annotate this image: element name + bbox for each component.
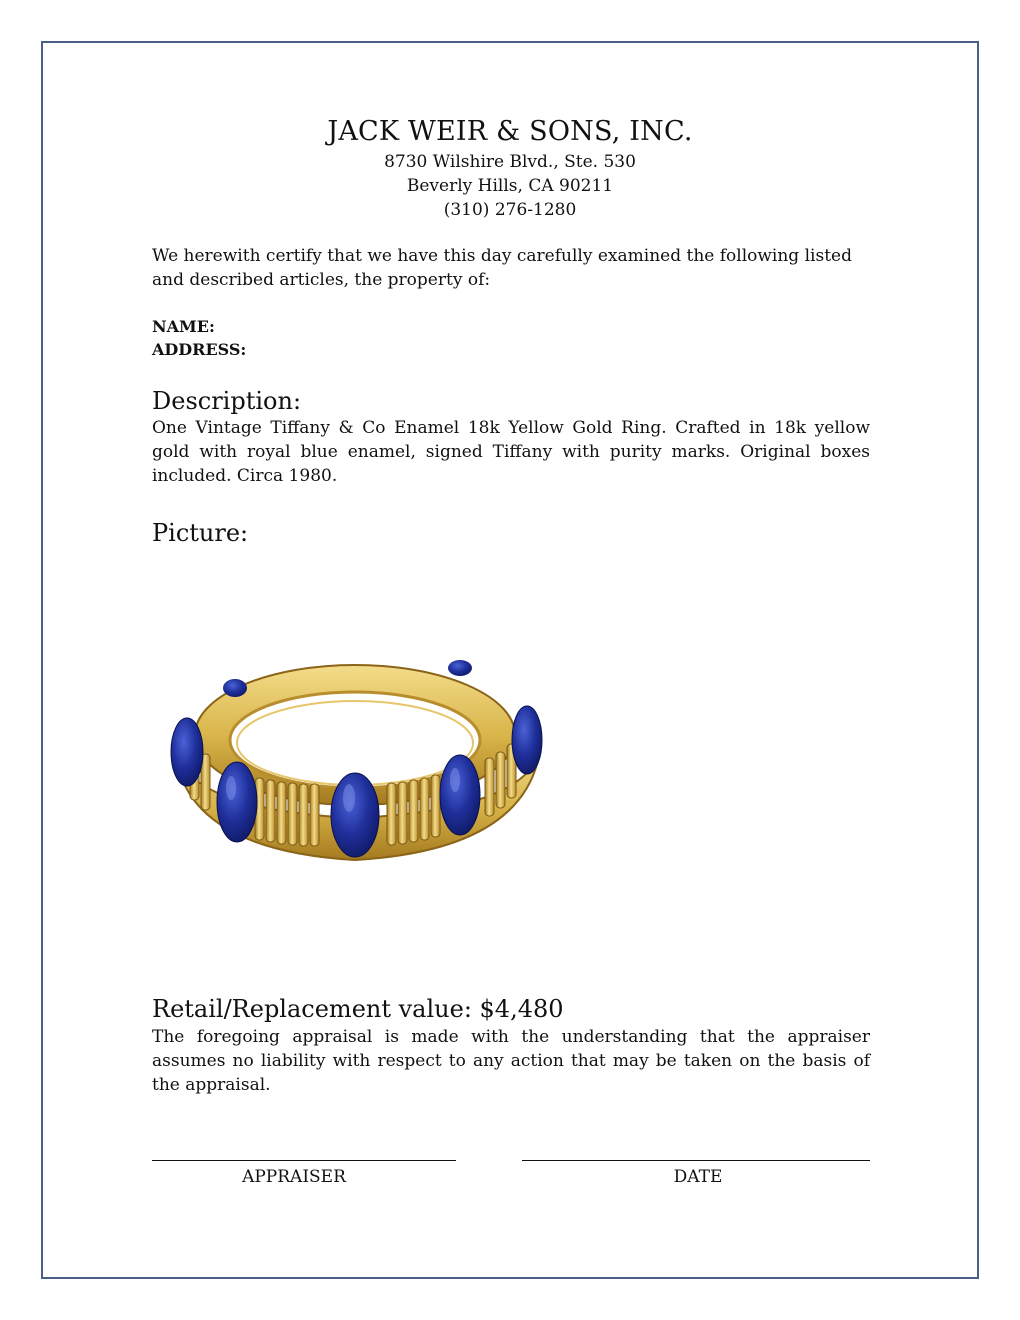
ring-illustration [165, 640, 550, 875]
company-address-line2: Beverly Hills, CA 90211 [406, 176, 614, 196]
appraiser-signature-line [152, 1160, 456, 1161]
date-signature-line [522, 1160, 870, 1161]
company-address-line1: 8730 Wilshire Blvd., Ste. 530 [384, 152, 636, 172]
ring-photo [165, 640, 550, 875]
description-body: One Vintage Tiffany & Co Enamel 18k Yellow Gold Ring. Crafted in 18k yellow gold with royal blue enamel, signed Tiffany with purity marks. Original boxes included. Circa 1980. [152, 418, 870, 486]
retail-value-title: Retail/Replacement value: $4,480 [152, 995, 564, 1023]
appraiser-label: APPRAISER [242, 1167, 346, 1187]
company-name: JACK WEIR & SONS, INC. [327, 116, 693, 147]
certification-intro: We herewith certify that we have this day carefully examined the following listed and described articles, the property of: [152, 246, 852, 290]
name-label: NAME: [152, 317, 215, 336]
address-label: ADDRESS: [152, 340, 247, 359]
date-label: DATE [673, 1167, 723, 1187]
appraisal-disclaimer: The foregoing appraisal is made with the understanding that the appraiser assumes no liability with respect to any action that may be taken on the basis of the appraisal. [152, 1027, 870, 1095]
description-title: Description: [152, 387, 302, 415]
company-phone: (310) 276-1280 [443, 200, 577, 220]
picture-title: Picture: [152, 519, 249, 547]
